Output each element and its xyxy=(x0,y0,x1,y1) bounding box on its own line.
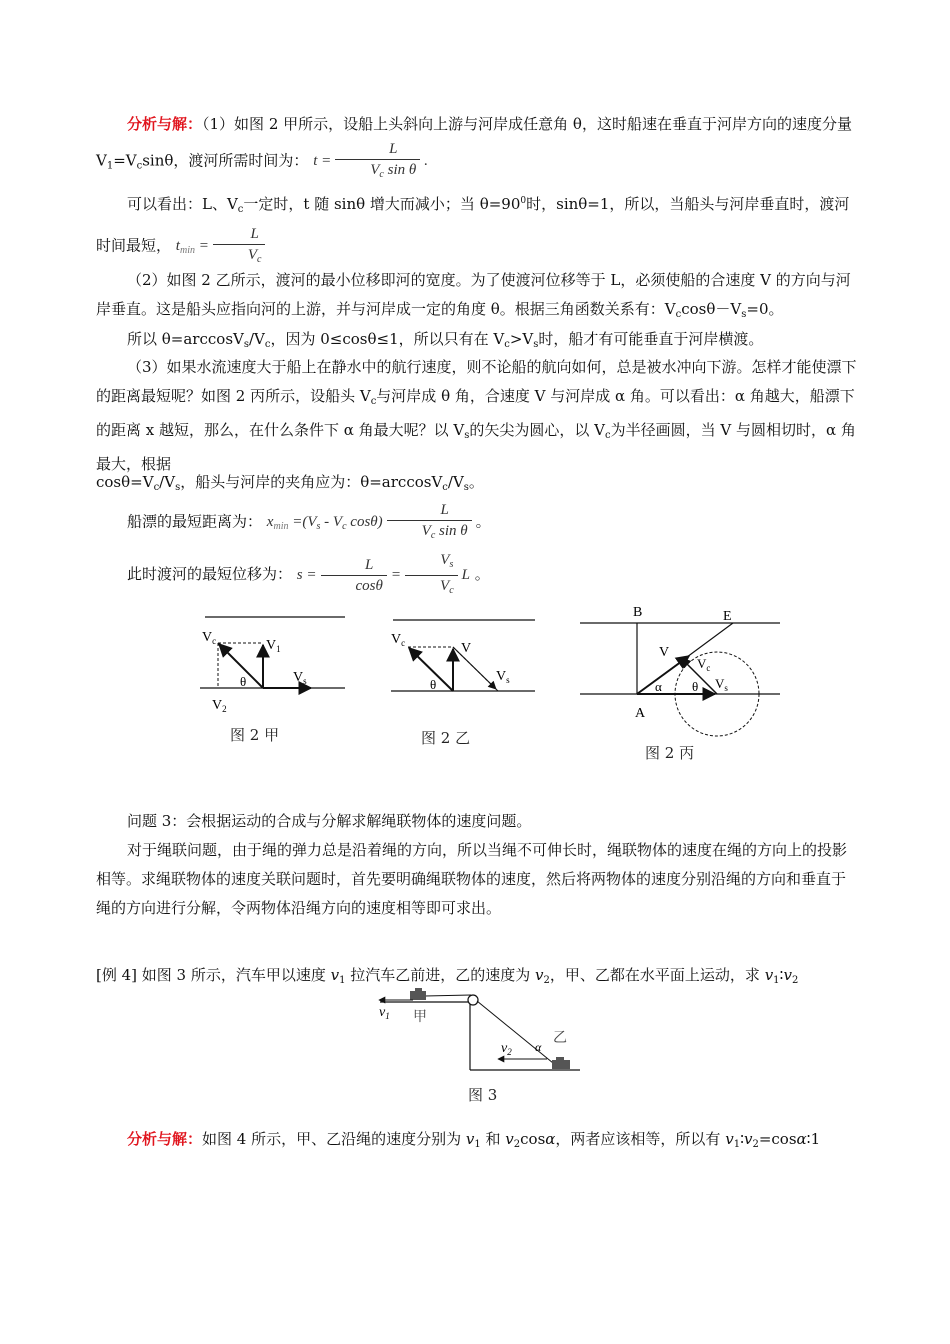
figure-2-bing xyxy=(575,598,790,738)
analysis-label: 分析与解： xyxy=(127,115,203,133)
label-v: V xyxy=(461,641,472,656)
paragraph-case-3: （3）如果水流速度大于船上在静水中的航行速度，则不论船的航向如何，总是被水冲向下游。怎样才能使漂下的距离最短呢？如图 2 丙所示，设船头 $V_c$与河岸成 θ 角，合速度 V 与河岸成 α 角。可以看出：α 角越大，船漂下的距离 x 越短，那么，在什么条件下 α 角最大呢？以 $V_s$的矢尖为圆心，以 $V_c$为半径画圆，当 V 与圆相切时，α 角最大，根据 xyxy=(96,358,857,473)
label-a: A xyxy=(635,706,646,721)
label-vc: $V_c$ xyxy=(697,656,711,673)
car-yi xyxy=(552,1060,570,1069)
paragraph-analysis-1: 分析与解：（1）如图 2 甲所示，设船上头斜向上游与河岸成任意角 θ，这时船速在垂直于河岸方向的速度分量 $V_1=V_c\sin\theta$，渡河所需时间为： t = $\frac{L}{V_c \sin \theta}$ . xyxy=(96,115,852,180)
label-alpha: α xyxy=(535,1040,542,1054)
car-jia xyxy=(410,991,426,1000)
caption-fig2-bing: 图 2 丙 xyxy=(645,744,695,762)
paragraph-arccos: 所以 $\theta=\arccos V_s/V_c$，因为 0≤cosθ≤1，所以只有在 $V_c>V_s$时，船才有可能垂直于河岸横渡。 xyxy=(127,330,764,350)
example-4: [例 4] 如图 3 所示，汽车甲以速度 $v_1$ 拉汽车乙前进，乙的速度为 $v_2$，甲、乙都在水平面上运动，求 $v_1∶v_2$ xyxy=(96,966,799,986)
caption-fig2-yi: 图 2 乙 xyxy=(421,729,471,747)
rope-slanted xyxy=(477,1001,553,1063)
pulley xyxy=(468,995,478,1005)
label-e: E xyxy=(723,609,732,624)
paragraph-cos-theta: $\cos\theta=V_c/V_s$，船头与河岸的夹角应为：$\theta=\arccos V_c/V_s$。 xyxy=(96,473,484,493)
label-alpha: α xyxy=(655,679,662,694)
figure-3 xyxy=(375,985,590,1080)
label-vc: $V_c$ xyxy=(202,630,217,646)
rope-horizontal xyxy=(425,995,471,996)
paragraph-min-drift: 船漂的最短距离为： $x_{min} =(V_s - V_c$ cosθ) $\frac{L}{V_c \sin \theta}$ 。 xyxy=(127,502,491,541)
paragraph-min-displacement: （2）如图 2 乙所示，渡河的最小位移即河的宽度。为了使渡河位移等于 L，必须使船的合速度 V 的方向与河岸垂直。这是船头应指向河的上游，并与河岸成一定的角度 θ。根据三角函数关系有：$V_c\cos\theta-V_s=0$。 xyxy=(96,271,851,320)
label-theta: θ xyxy=(430,677,437,692)
paragraph-answer: 分析与解：如图 4 所示，甲、乙沿绳的速度分别为 $v_1$ 和 $v_2\cos\alpha$，两者应该相等，所以有 $v_1∶v_2=\cos\alpha∶1$ xyxy=(127,1130,821,1150)
label-v2: $v_2$ xyxy=(501,1041,512,1057)
label-vs: $V_s$ xyxy=(496,669,510,685)
label-vc: $V_c$ xyxy=(391,632,406,648)
label-v: V xyxy=(659,645,670,660)
figure-2-yi xyxy=(385,605,545,720)
label-vs: $V_s$ xyxy=(715,676,728,693)
label-v1: $v_1$ xyxy=(379,1005,390,1021)
label-b: B xyxy=(633,605,643,620)
label-jia: 甲 xyxy=(413,1010,427,1025)
formula-time: t = $\frac{L}{V_c \sin \theta}$ . xyxy=(313,141,428,180)
paragraph-rope-problem: 对于绳联问题，由于绳的弹力总是沿着绳的方向，所以当绳不可伸长时，绳联物体的速度在绳的方向上的投影相等。求绳联物体的速度关联问题时，首先要明确绳联物体的速度，然后将两物体的速度分别沿绳的方向和垂直于绳的方向进行分解，令两物体沿绳方向的速度相等即可求出。 xyxy=(96,841,848,917)
paragraph-min-displacement-formula: 此时渡河的最短位移为： s = $\frac{L}{\cos\theta}$ = $\frac{V_s}{V_c}$ L 。 xyxy=(127,552,490,596)
analysis-label-2: 分析与解： xyxy=(127,1130,203,1148)
v-arrow xyxy=(637,656,689,694)
caption-fig3: 图 3 xyxy=(468,1086,498,1104)
label-theta: θ xyxy=(692,679,699,694)
question-3: 问题 3：会根据运动的合成与分解求解绳联物体的速度问题。 xyxy=(127,812,532,830)
label-yi: 乙 xyxy=(553,1031,567,1046)
label-vs: $V_s$ xyxy=(293,670,307,686)
paragraph-min-time: 可以看出：L、$V_c$一定时，t 随 sinθ 增大而减小；当 $\theta=90^0$时，sinθ=1，所以，当船头与河岸垂直时，渡河时间最短， $t_{min}$ = $\frac{L}{V_c}$ xyxy=(96,195,850,265)
formula-xmin: $x_{min} =(V_s - V_c$ cosθ) $\frac{L}{V_c \sin \theta}$ xyxy=(267,514,476,530)
formula-s: s = $\frac{L}{\cos\theta}$ = $\frac{V_s}{V_c}$ L xyxy=(296,552,470,596)
vs-arrow xyxy=(453,647,496,689)
formula-tmin: $t_{min}$ = $\frac{L}{V_c}$ xyxy=(176,238,270,254)
label-v1: $V_1$ xyxy=(266,638,281,654)
figure-2-jia xyxy=(195,605,355,720)
label-theta: θ xyxy=(240,674,247,689)
caption-fig2-jia: 图 2 甲 xyxy=(230,726,280,744)
label-v2: $V_2$ xyxy=(212,698,227,714)
